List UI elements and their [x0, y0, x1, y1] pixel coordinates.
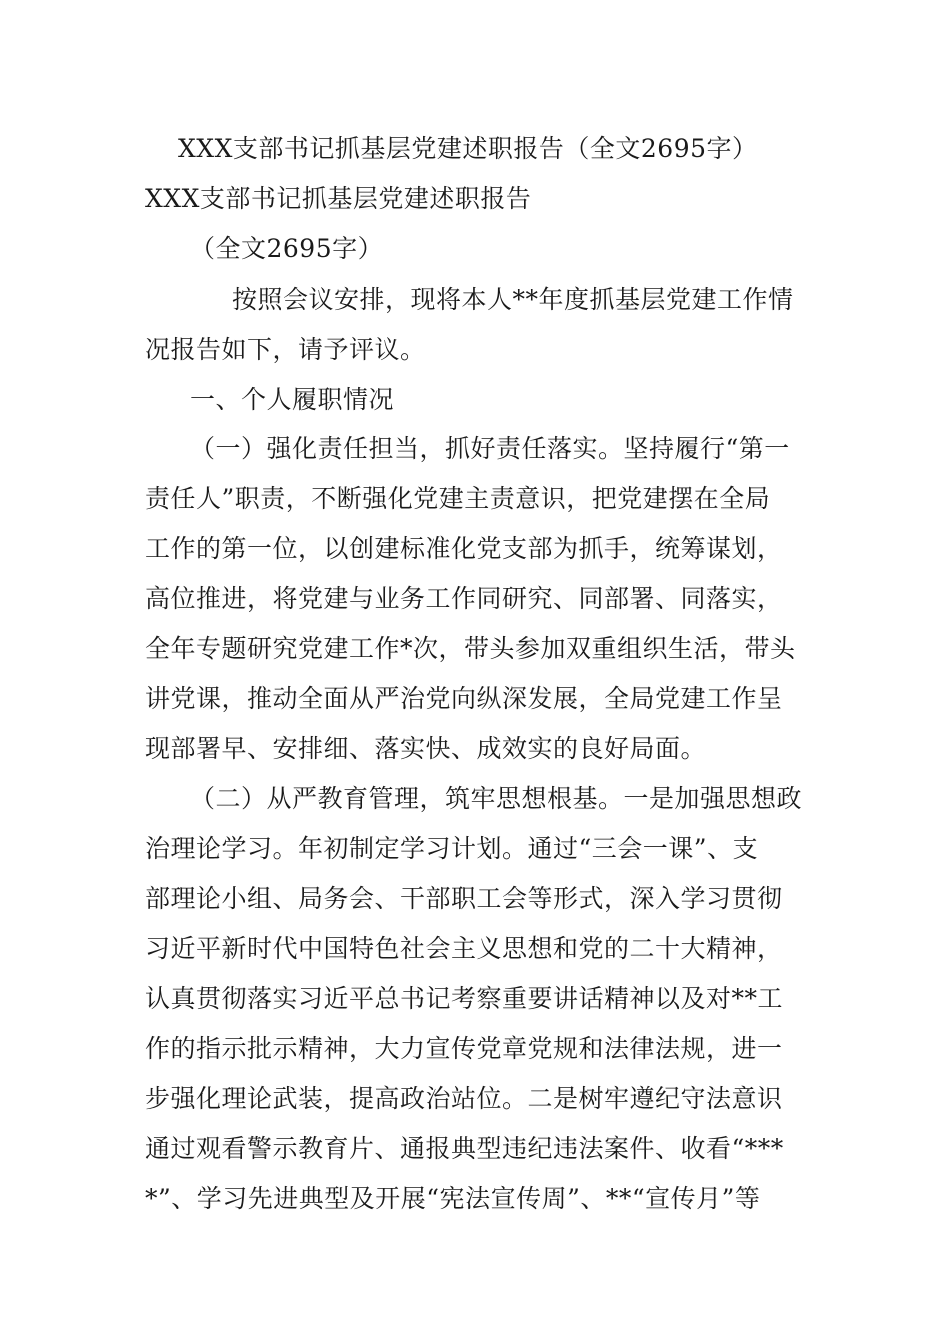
paragraph-line: *”、学习先进典型及开展“宪法宣传周”、**“宣传月”等 — [145, 1184, 761, 1213]
paragraph-line: 治理论学习。年初制定学习计划。通过“三会一课”、支 — [145, 834, 759, 863]
paragraph-line: 通过观看警示教育片、通报典型违纪违法案件、收看“*** — [145, 1134, 784, 1163]
paragraph-line: （一）强化责任担当，抓好责任落实。坚持履行“第一 — [190, 434, 790, 463]
document-title: XXX支部书记抓基层党建述职报告（全文2695字） — [178, 134, 758, 163]
document-heading: XXX支部书记抓基层党建述职报告 — [145, 184, 532, 213]
paragraph-line: 工作的第一位，以创建标准化党支部为抓手，统筹谋划， — [145, 534, 783, 563]
paragraph-line: （二）从严教育管理，筑牢思想根基。一是加强思想政 — [190, 784, 803, 813]
word-count: （全文2695字） — [190, 234, 384, 263]
intro-line: 按照会议安排，现将本人**年度抓基层党建工作情 — [232, 285, 794, 314]
paragraph-line: 高位推进，将党建与业务工作同研究、同部署、同落实， — [145, 584, 783, 613]
paragraph-line: 习近平新时代中国特色社会主义思想和党的二十大精神， — [145, 934, 783, 963]
paragraph-line: 部理论小组、局务会、干部职工会等形式，深入学习贯彻 — [145, 884, 783, 913]
paragraph-line: 认真贯彻落实习近平总书记考察重要讲话精神以及对**工 — [145, 984, 784, 1013]
paragraph-line: 作的指示批示精神，大力宣传党章党规和法律法规，进一 — [145, 1034, 783, 1063]
paragraph-line: 现部署早、安排细、落实快、成效实的良好局面。 — [145, 734, 707, 763]
paragraph-line: 讲党课，推动全面从严治党向纵深发展，全局党建工作呈 — [145, 684, 783, 713]
intro-line: 况报告如下，请予评议。 — [145, 335, 426, 364]
paragraph-line: 责任人”职责，不断强化党建主责意识，把党建摆在全局 — [145, 484, 771, 513]
paragraph-line: 全年专题研究党建工作*次，带头参加双重组织生活，带头 — [145, 634, 796, 663]
paragraph-line: 步强化理论武装，提高政治站位。二是树牢遵纪守法意识 — [145, 1084, 783, 1113]
section-one-title: 一、个人履职情况 — [190, 385, 395, 414]
